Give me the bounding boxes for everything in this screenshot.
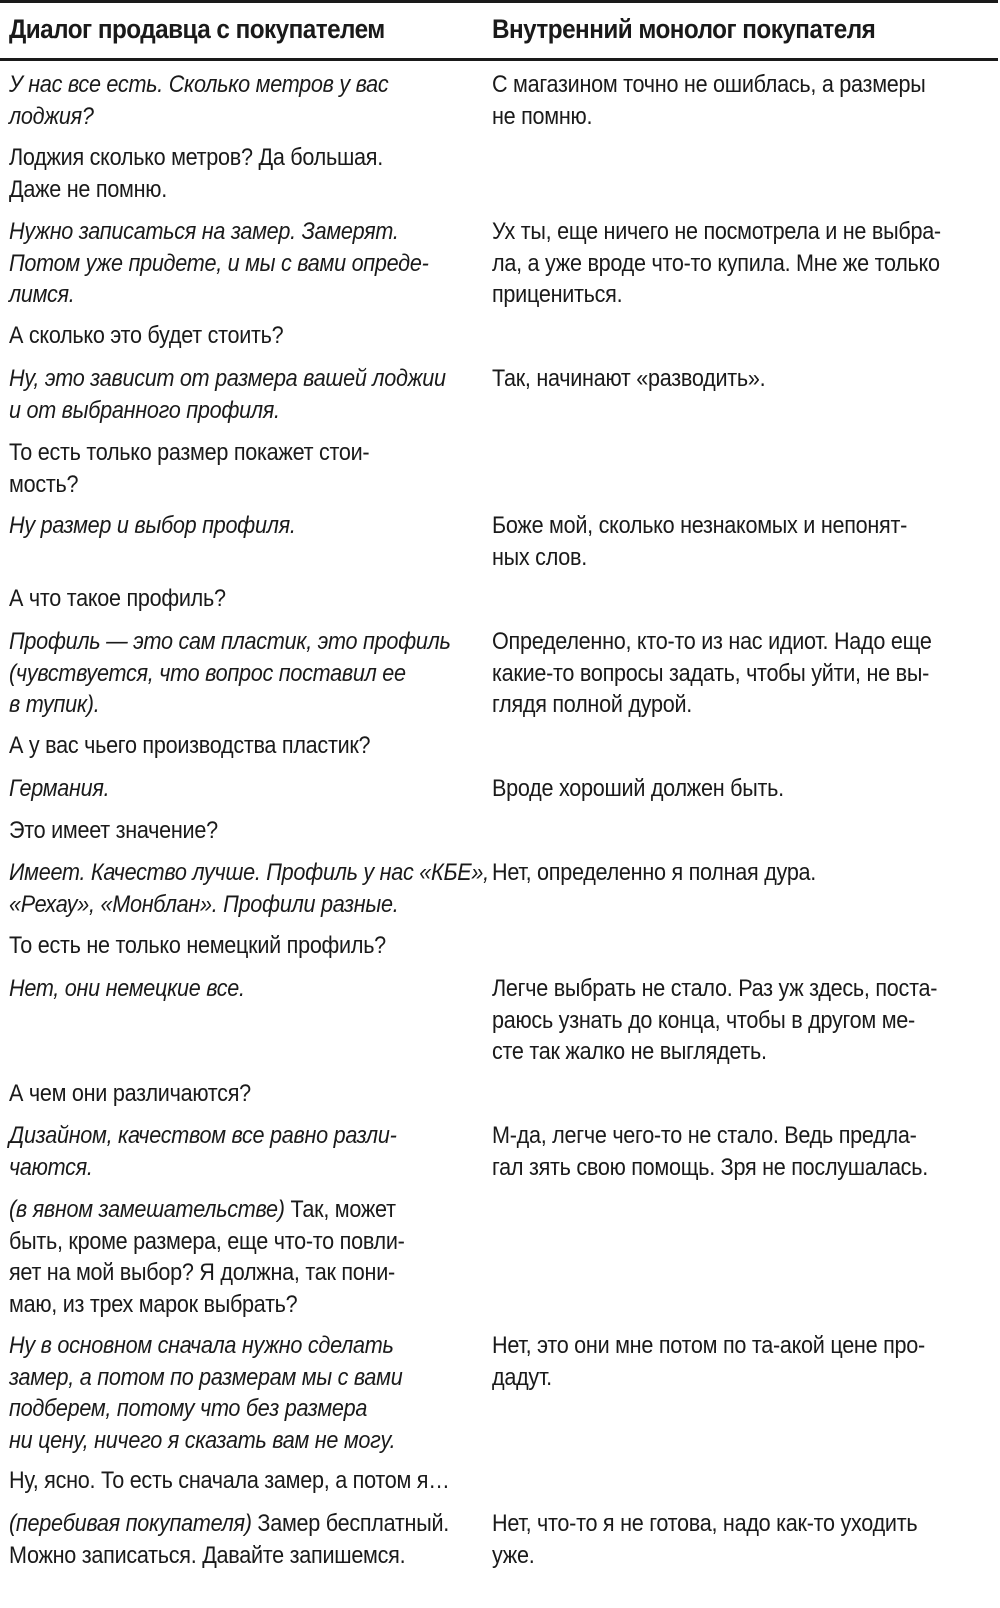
- dialog-line-20: Ну, ясно. То есть сначала замер, а потом я…: [9, 1467, 450, 1494]
- dialog-line-4: А сколько это будет стоить?: [9, 322, 284, 349]
- dialog-line-12: Это имеет значение?: [9, 817, 218, 844]
- dialog-line-5: Ну, это зависит от размера вашей лоджии и от выбранного профиля.: [9, 365, 446, 424]
- dialog-line-21: (перебивая покупателя) Замер бесплатный. Можно записаться. Давайте запишемся.: [9, 1510, 449, 1569]
- column-header-dialog: Диалог продавца с покупателем: [9, 14, 385, 44]
- stage-direction: (в явном замешательстве): [9, 1196, 285, 1223]
- monologue-line-19: Нет, это они мне потом по та-акой цене про- дадут.: [492, 1332, 925, 1391]
- dialog-line-9: Профиль — это сам пластик, это профиль (чувствуется, что вопрос поставил ее в тупик).: [9, 628, 451, 718]
- dialog-line-16: А чем они различаются?: [9, 1080, 251, 1107]
- stage-direction: (перебивая покупателя): [9, 1510, 252, 1537]
- dialog-line-15: Нет, они немецкие все.: [9, 975, 245, 1002]
- dialog-line-10: А у вас чьего производства пластик?: [9, 732, 371, 759]
- monologue-line-5: Так, начинают «разводить».: [492, 365, 766, 392]
- table-top-rule: [0, 0, 998, 3]
- monologue-line-17: М-да, легче чего-то не стало. Ведь предла- гал зять свою помощь. Зря не послушалась.: [492, 1122, 928, 1181]
- monologue-line-15: Легче выбрать не стало. Раз уж здесь, поста- раюсь узнать до конца, чтобы в другом ме- сте так жалко не выглядеть.: [492, 975, 938, 1065]
- monologue-line-9: Определенно, кто-то из нас идиот. Надо еще какие-то вопросы задать, чтобы уйти, не вы- глядя полной дурой.: [492, 628, 932, 718]
- dialog-line-11: Германия.: [9, 775, 110, 802]
- dialog-line-6: То есть только размер покажет стои- мость?: [9, 439, 370, 498]
- monologue-line-13: Нет, определенно я полная дура.: [492, 859, 817, 886]
- monologue-line-21: Нет, что-то я не готова, надо как-то уходить уже.: [492, 1510, 918, 1569]
- dialog-line-17: Дизайном, качеством все равно разли- чаются.: [9, 1122, 397, 1181]
- monologue-line-3: Ух ты, еще ничего не посмотрела и не выбра- ла, а уже вроде что-то купила. Мне же только прицениться.: [492, 218, 941, 308]
- dialog-line-2: Лоджия сколько метров? Да большая. Даже не помню.: [9, 144, 383, 203]
- monologue-line-11: Вроде хороший должен быть.: [492, 775, 784, 802]
- column-header-monologue: Внутренний монолог покупателя: [492, 14, 876, 44]
- header-rule: [0, 58, 998, 61]
- dialog-line-3: Нужно записаться на замер. Замерят. Потом уже придете, и мы с вами опреде- лимся.: [9, 218, 429, 308]
- monologue-line-1: С магазином точно не ошиблась, а размеры не помню.: [492, 71, 926, 130]
- monologue-line-7: Боже мой, сколько незнакомых и непонят- ных слов.: [492, 512, 908, 571]
- dialog-line-8: А что такое профиль?: [9, 585, 226, 612]
- dialog-line-1: У нас все есть. Сколько метров у вас лоджия?: [9, 71, 389, 130]
- dialog-line-13: Имеет. Качество лучше. Профиль у нас «КБЕ», «Рехау», «Монблан». Профили разные.: [9, 859, 489, 918]
- dialog-line-19: Ну в основном сначала нужно сделать замер, а потом по размерам мы с вами подберем, потому что без размера ни цену, ничего я сказать вам не могу.: [9, 1332, 403, 1454]
- dialog-line-7: Ну размер и выбор профиля.: [9, 512, 296, 539]
- dialog-line-14: То есть не только немецкий профиль?: [9, 932, 386, 959]
- dialog-line-18: (в явном замешательстве) Так, может быть, кроме размера, еще что-то повли- яет на мой выбор? Я должна, так пони- маю, из трех марок выбрать?: [9, 1196, 405, 1318]
